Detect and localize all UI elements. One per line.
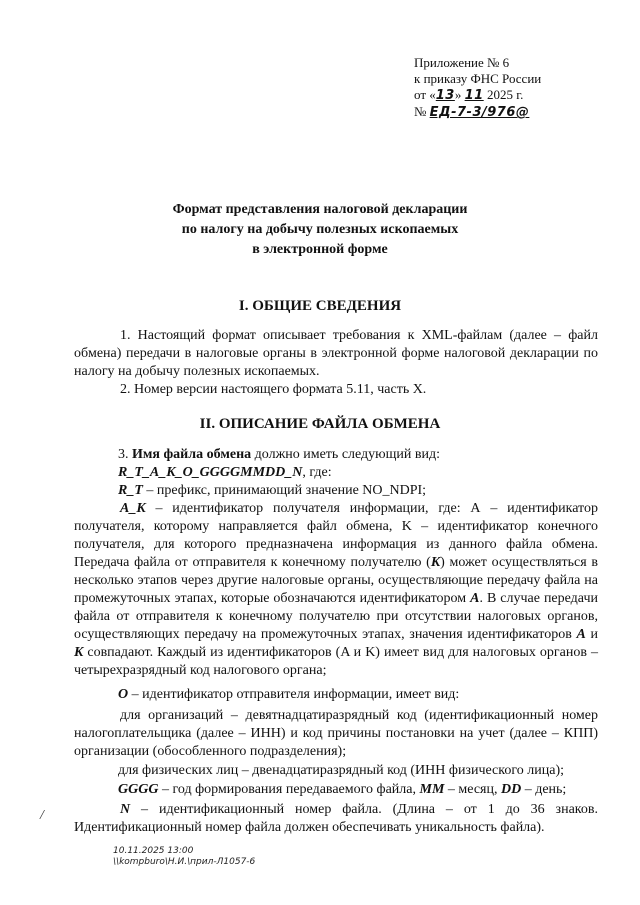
ak-definition: A_K – идентификатор получателя информации, где: А – идентификатор получателя, которому направляется файл обмена, K – идентификатор конечного получателя, для которого предназначена информация из данного файла обмена. Передача файла от отправителя к конечному получателю (K) может осуществляться в несколько этапов через другие налоговые органы, осуществляющие передачу файла на промежуточных этапах, которые обозначаются идентификатором A. В случае передачи файла от отправителя к конечному получателю при отсутствии налоговых органов, осуществляющих передачу на промежуточных этапах, значения идентификаторов A и K совпадают. Каждый из идентификаторов (A и K) имеет вид для налоговых органов – четырехразрядный код налогового органа; [74,501,598,678]
order-reference: к приказу ФНС России [414,71,542,86]
title-line-1: Формат представления налоговой декларации [172,202,468,217]
order-number: № ЕД-7-3/976@ [414,104,530,120]
handwritten-number: ЕД-7-3/976@ [429,105,530,120]
rt-definition: R_T – префикс, принимающий значение NO_NDPI; [118,483,427,498]
title-line-3: в электронной форме [252,242,388,257]
appendix-number: Приложение № 6 [414,55,510,70]
file-footer [113,846,255,868]
title-line-2: по налогу на добычу полезных ископаемых [181,222,459,237]
handwritten-month: 11 [464,88,484,103]
document-title [0,200,640,260]
footer-file-path: \\kompburo\Н.И.\прил-Л1057-6 [113,857,256,867]
paragraph-2: 2. Номер версии настоящего формата 5.11, часть X. [120,382,427,397]
appendix-header [414,55,541,121]
paragraph-1: 1. Настоящий формат описывает требования к XML-файлам (далее – файл обмена) передачи в налоговые органы в электронной форме налоговой декларации по налогу на добычу полезных ископаемых. [74,328,598,379]
margin-mark: / [40,808,44,823]
file-name-term: Имя файла обмена [132,447,252,462]
date-codes-definition: GGGG – год формирования передаваемого файла, MM – месяц, DD – день; [118,782,567,797]
paragraph-3: 3. Имя файла обмена должно иметь следующий вид: [118,447,441,462]
handwritten-day: 13 [435,88,455,103]
individual-code-description: для физических лиц – двенадцатиразрядный код (ИНН физического лица); [118,763,564,778]
o-definition: O – идентификатор отправителя информации, имеет вид: [118,687,460,702]
org-code-description: для организаций – девятнадцатиразрядный код (идентификационный номер налогоплательщика (далее – ИНН) и код причины постановки на учет (далее – КПП) организации (обособленного подразделения); [74,708,598,759]
section-1-heading: I. ОБЩИЕ СВЕДЕНИЯ [238,298,402,314]
order-date: от «13» 11 2025 г. [414,87,524,103]
section-2-heading: II. ОПИСАНИЕ ФАЙЛА ОБМЕНА [199,416,441,432]
footer-timestamp: 10.11.2025 13:00 [113,846,194,856]
n-definition: N – идентификационный номер файла. (Длина – от 1 до 36 знаков. Идентификационный номер файла должен обеспечивать уникальность файла). [74,802,598,835]
file-name-pattern: R_T_A_K_O_GGGGMMDD_N, где: [118,465,332,480]
